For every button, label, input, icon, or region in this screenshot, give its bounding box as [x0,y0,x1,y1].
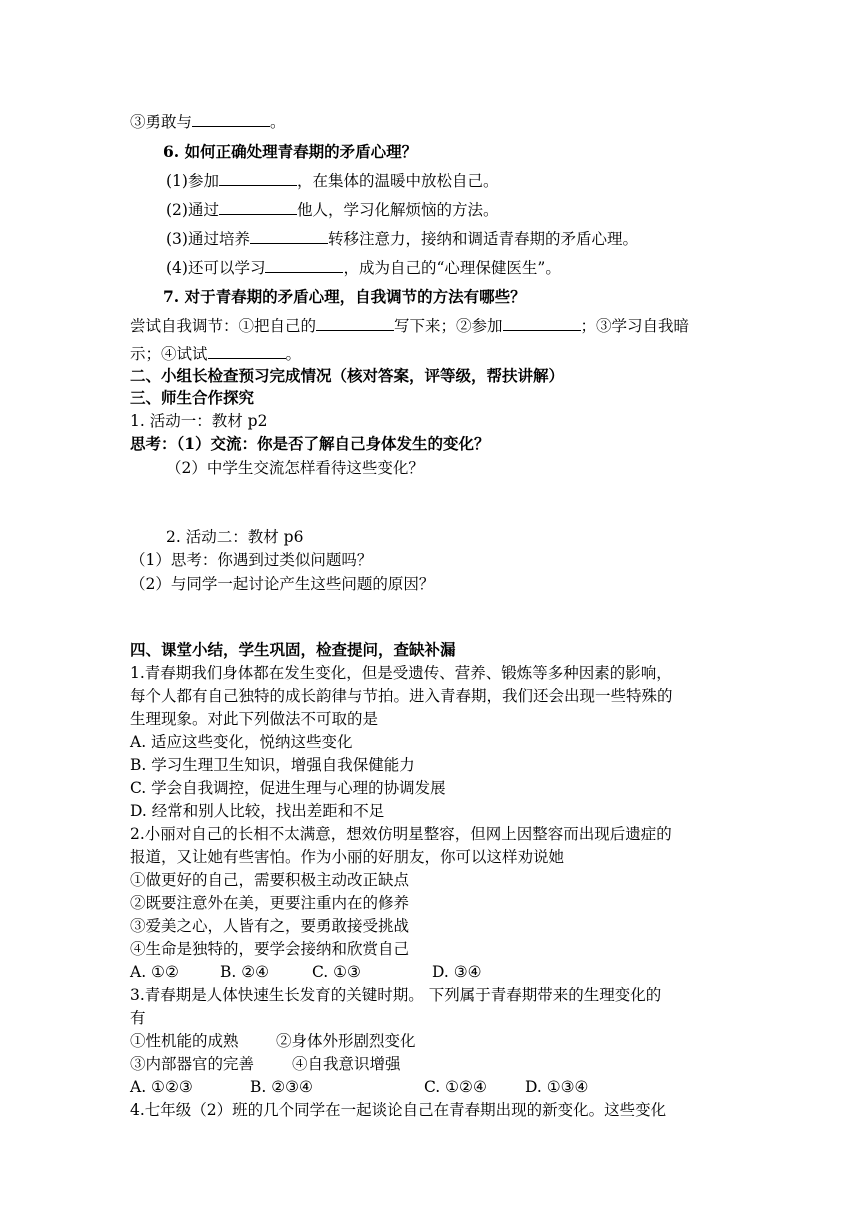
text: 写下来；②参加 [394,317,503,335]
q3-statement-1: ①性机能的成熟 [130,1032,239,1050]
q1-stem-3: 生理现象。对此下列做法不可取的是 [130,710,379,728]
section-2-heading: 二、小组长检查预习完成情况（核对答案，评等级，帮扶讲解） [130,366,565,385]
answer-blank [208,344,286,359]
activity-2-item-2: （2）与同学一起讨论产生这些问题的原因？ [130,575,435,593]
q3-option-b: B. ②③④ [250,1078,313,1096]
q3-option-c: C. ①②④ [424,1078,487,1096]
question-6-item-4 [166,257,561,279]
text: （1）交流：你是否了解自己身体发生的变化？ [176,434,490,453]
think-line-1 [130,433,490,455]
text: (1)参加 [166,172,219,190]
fill-line-courage [130,111,286,133]
q2-option-a: A. ①② [130,963,179,981]
text: 思考： [130,434,177,453]
activity-2: 2. 活动二：教材 p6 [166,528,304,546]
section-4-heading: 四、课堂小结，学生巩固，检查提问，查缺补漏 [130,640,456,659]
text: 示；④试试 [130,345,208,363]
q1-option-b: B. 学习生理卫生知识，增强自我保健能力 [130,756,415,774]
text: 。 [270,113,286,131]
q2-option-c: C. ①③ [312,963,361,981]
q2-stem-1: 2.小丽对自己的长相不太满意，想效仿明星整容，但网上因整容而出现后遗症的 [130,825,672,843]
question-7-line-2 [130,343,301,365]
text: 转移注意力，接纳和调适青春期的矛盾心理。 [327,230,638,248]
answer-blank [265,258,343,273]
section-3-heading: 三、师生合作探究 [130,388,255,407]
text: (2)通过 [166,201,219,219]
q2-stem-2: 报道，又让她有些害怕。作为小丽的好朋友，你可以这样劝说她 [130,848,565,866]
q2-statement-2: ②既要注意外在美，更要注重内在的修养 [130,894,410,912]
text: ③勇敢与 [130,113,193,131]
text: ；③学习自我暗 [580,317,690,335]
question-6-item-2 [166,199,498,221]
question-7-heading: 7. 对于青春期的矛盾心理，自我调节的方法有哪些？ [163,287,526,306]
q1-option-d: D. 经常和别人比较，找出差距和不足 [130,802,385,820]
q3-stem-1: 3.青春期是人体快速生长发育的关键时期。 下列属于青春期带来的生理变化的 [130,986,662,1004]
text: 尝试自我调节：①把自己的 [130,317,317,335]
q3-statement-4: ④自我意识增强 [292,1055,401,1073]
q1-option-c: C. 学会自我调控，促进生理与心理的协调发展 [130,779,446,797]
answer-blank [316,316,394,331]
q1-option-a: A. 适应这些变化，悦纳这些变化 [130,733,353,751]
answer-blank [219,200,297,215]
q2-statement-1: ①做更好的自己，需要积极主动改正缺点 [130,871,410,889]
q3-stem-2: 有 [130,1009,146,1027]
text: (4)还可以学习 [166,259,266,277]
text: ，在集体的温暖中放松自己。 [296,172,499,190]
answer-blank [503,316,581,331]
text: 他人，学习化解烦恼的方法。 [296,201,499,219]
q2-option-b: B. ②④ [220,963,270,981]
activity-1: 1. 活动一：教材 p2 [130,412,268,430]
q3-option-a: A. ①②③ [130,1078,193,1096]
think-line-2: （2）中学生交流怎样看待这些变化？ [166,459,424,477]
question-7-line-1 [130,315,689,337]
answer-blank [250,229,328,244]
question-6-heading: 6. 如何正确处理青春期的矛盾心理？ [163,142,418,161]
q1-stem-1: 1.青春期我们身体都在发生变化，但是受遗传、营养、锻炼等多种因素的影响， [130,664,672,682]
q2-option-d: D. ③④ [432,963,482,981]
text: 。 [285,345,302,363]
q3-option-d: D. ①③④ [525,1078,589,1096]
question-6-item-3 [166,228,638,250]
q2-statement-3: ③爱美之心，人皆有之，要勇敢接受挑战 [130,917,410,935]
answer-blank [192,112,270,127]
q4-stem-1: 4.七年级（2）班的几个同学在一起谈论自己在青春期出现的新变化。这些变化 [130,1101,667,1119]
q3-statement-2: ②身体外形剧烈变化 [276,1032,416,1050]
answer-blank [219,171,297,186]
text: ，成为自己的“心理保健医生”。 [343,259,561,277]
q2-statement-4: ④生命是独特的，要学会接纳和欣赏自己 [130,940,410,958]
activity-2-item-1: （1）思考：你遇到过类似问题吗？ [130,551,373,569]
text: (3)通过培养 [166,230,250,248]
q3-statement-3: ③内部器官的完善 [130,1055,255,1073]
question-6-item-1 [166,170,498,192]
q1-stem-2: 每个人都有自己独特的成长韵律与节拍。进入青春期，我们还会出现一些特殊的 [130,687,673,705]
